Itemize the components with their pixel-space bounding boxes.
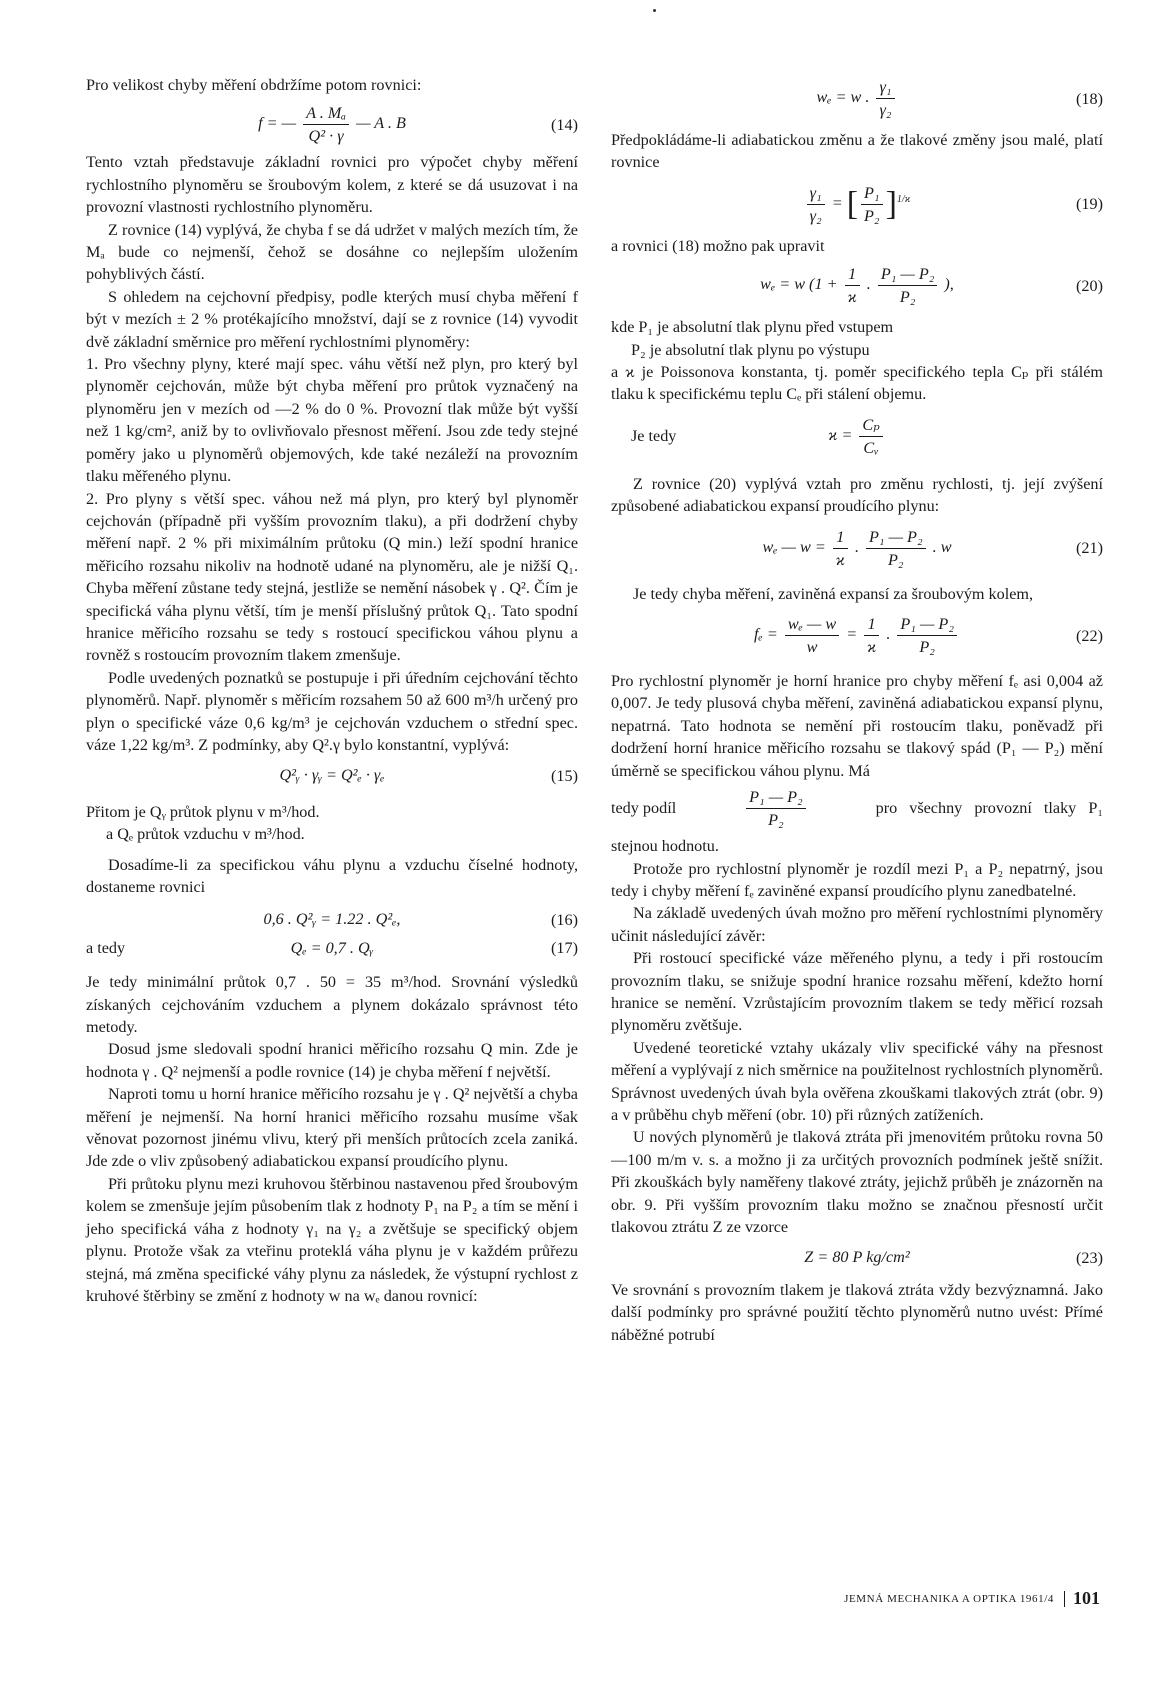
page-footer	[760, 1588, 1100, 1609]
fraction: $\frac{1}{ϰ}$	[864, 613, 879, 658]
equation-number: (16)	[551, 910, 578, 929]
left-column	[86, 0, 578, 1307]
paragraph: Z rovnice (20) vyplývá vztah pro změnu rychlosti, tj. její zvýšení způsobené adiabatickou expansí proudícího plynu:	[611, 474, 1103, 516]
equation-number: (21)	[1076, 538, 1103, 557]
equation-number: (23)	[1076, 1248, 1103, 1267]
paragraph: Je tedy chyba měření, zaviněná expansí za šroubovým kolem,	[633, 584, 1034, 603]
paragraph: P₂ je absolutní tlak plynu po výstupu	[631, 340, 870, 359]
inline-ratio-line: tedy podíl $\frac{\text{P₁ — P₂}}{\text{P₂}}$ pro všechny provozní tlaky P₁	[611, 788, 1103, 830]
paragraph: Z rovnice (14) vyplývá, že chyba f se dá udržet v malých mezích tím, že Mₐ bude co nejmenší, čehož se dosáhne co nejlepším uložením pohyblivých částí.	[86, 220, 578, 284]
fraction: $\frac{\text{Cₚ}}{\text{Cᵥ}}$	[859, 414, 882, 459]
paragraph: a rovnici (18) možno pak upravit	[611, 236, 825, 255]
fraction: $\frac{\text{A . Mₐ}}{\text{Q² · γ}}$	[303, 102, 349, 147]
paragraph: Podle uvedených poznatků se postupuje i při úředním cejchování těchto plynoměrů. Např. plynoměr s měřicím rozsahem 50 až 600 m³/h určený pro plyn o specifické váze 0,6 kg/m³ je cejchován vzduchem o střední spec. váze 1,22 kg/m³. Z podmínky, aby Q².γ bylo konstantní, vyplývá:	[86, 668, 578, 754]
paragraph: 2. Pro plyny s větší spec. váhou než má plyn, pro který byl plynoměr cejchován (případně při vyšším provozním tlaku), a při dodržení chyby měření např. 2 % při miximálním průtoku (Q min.) leží spodní hranice měřicího rozsahu nikoliv na hodnotě udané na plynoměru, ale je nižší Q₁. Chyba měření zůstane tedy stejná, jestliže se nemění násobek γ . Q². Čím je specifická váha plynu větší, tím je menší příslušný průtok Q₁. Tato spodní hranice měřicího rozsahu se tedy s rostoucí specifickou váhou plynu a rovněž s rostoucím provozním tlakem zmenšuje.	[86, 489, 578, 665]
equation-number: (17)	[551, 938, 578, 957]
equation-15: Q²ᵧ · γᵧ = Q²ₑ · γₑ (15)	[86, 764, 578, 786]
paragraph: Je tedy minimální průtok 0,7 . 50 = 35 m³/hod. Srovnání výsledků získaných cejchováním vzduchem a plynem dokázalo správnost této metody.	[86, 973, 578, 1037]
paragraph: 1. Pro všechny plyny, které mají spec. váhu větší než plyn, pro který byl plynoměr cejchován, může být chyba měření pro průtok vyznačený na plynoměru jen v mezích od —2 % do 0 %. Provozní tlak může být vyšší než 1 kg/cm², aniž by to ovlivňovalo přesnost měření. Jsou zde tedy stejné poměry jako u plynoměrů objemových, kde také nezáleží na provozním tlaku měřeného plynu.	[86, 355, 578, 486]
fraction: $\frac{\text{γ₁}}{\text{γ₂}}$	[876, 76, 894, 121]
equation-number: (22)	[1076, 626, 1103, 645]
equation-number: (19)	[1076, 195, 1103, 214]
equation-19: $\frac{\text{γ₁}}{\text{γ₂}}$ = [ $\frac{\text{P₁}}{\text{P₂}}$ ]$^{1/ϰ}$ (19)	[611, 182, 1103, 227]
paragraph: Pro rychlostní plynoměr je horní hranice pro chyby měření fₑ asi 0,004 až 0,007. Je tedy plusová chyba měření, zaviněná adiabatickou expansí plynu, nepatrná. Tato hodnota se nemění při rostoucím tlaku, poněvadž při dodržení horní hranice měřicího rozsahu se tlakový spád (P₁ — P₂) mění úměrně se specifickou váhou plynu. Má	[611, 672, 1103, 780]
paragraph: Dosud jsme sledovali spodní hranici měřicího rozsahu Q min. Zde je hodnota γ . Q² nejmenší a podle rovnice (14) je chyba měření f největší.	[86, 1040, 578, 1081]
equation-18: wₑ = w . $\frac{\text{γ₁}}{\text{γ₂}}$ (18)	[816, 78, 1103, 119]
equation-17: a tedy Qₑ = 0,7 . Qᵧ (17)	[86, 937, 578, 959]
paragraph: Ve srovnání s provozním tlakem je tlaková ztráta vždy bezvýznamná. Jako další podmínky pro správné použití těchto plynoměrů nutno uvést: Přímé náběžné potrubí	[611, 1280, 1103, 1344]
paragraph: stejnou hodnotu.	[611, 837, 719, 856]
fraction: $\frac{\text{wₑ — w}}{w}$	[785, 613, 839, 658]
right-column	[611, 0, 1103, 1346]
equation-kappa: Je tedy ϰ = $\frac{\text{Cₚ}}{\text{Cᵥ}}$	[611, 414, 1103, 459]
fraction: $\frac{\text{P₁ — P₂}}{\text{P₂}}$	[746, 786, 806, 831]
paragraph: Při průtoku plynu mezi kruhovou štěrbinou nastavenou před šroubovým kolem se zmenšuje jejím působením tlak z hodnoty P₁ na P₂ a tím se mění i jeho specifická váha z hodnoty γ₁ na γ₂ a zvětšuje se specifický objem plynu. Protože však za vteřinu proteklá váha plynu je v každém průřezu stejná, má změna specifické váhy plynu za následek, že výstupní rychlost z kruhové štěrbiny se změní z hodnoty w na wₑ danou rovnicí:	[86, 1174, 578, 1305]
paragraph: Předpokládáme-li adiabatickou změnu a že tlakové změny jsou malé, platí rovnice	[611, 131, 1103, 172]
equation-number: (15)	[551, 766, 578, 785]
paragraph: Protože pro rychlostní plynoměr je rozdíl mezi P₁ a P₂ nepatrný, jsou tedy i chyby měření fₑ zaviněné expansí proudícího plynu zanedbatelné.	[611, 859, 1103, 900]
equation-23: Z = 80 P kg/cm² (23)	[611, 1246, 1103, 1268]
equation-number: (14)	[551, 115, 578, 134]
fraction: $\frac{1}{ϰ}$	[833, 526, 848, 571]
equation-number: (20)	[1076, 276, 1103, 295]
paragraph: Uvedené teoretické vztahy ukázaly vliv specifické váhy na přesnost měření a vyplývají z nich směrnice na použitelnost rychlostních plynoměrů. Správnost uvedených úvah byla ověřena zkouškami tlakových ztrát (obr. 9) a v průběhu chyb měření (obr. 10) při různých zatíženích.	[611, 1038, 1103, 1124]
paragraph: Na základě uvedených úvah možno pro měření rychlostními plynoměry učinit následující závěr:	[611, 904, 1103, 945]
paragraph: U nových plynoměrů je tlaková ztráta při jmenovitém průtoku rovna 50—100 m/m v. s. a možno ji za určitých provozních podmínek ještě snížit. Při zkouškách byly naměřeny tlakové ztráty, jejichž průběh je znázorněn na obr. 9. Při vyšším provozním tlaku možno se značnou přesností určit tlakovou ztrátu Z ze vzorce	[611, 1128, 1103, 1236]
paragraph: a ϰ je Poissonova konstanta, tj. poměr specifického tepla Cₚ při stálém tlaku k specifickému teplu Cₑ při stálení objemu.	[611, 363, 1103, 404]
paragraph: a Qₑ průtok vzduchu v m³/hod.	[106, 825, 305, 844]
equation-22: fₑ = $\frac{\text{wₑ — w}}{w}$ = $\frac{1}{ϰ}$ . $\frac{\text{P₁ — P₂}}{\text{P₂}}$ (22)	[754, 615, 1103, 657]
equation-16: 0,6 . Q²ᵧ = 1.22 . Q²ₑ, (16)	[86, 908, 578, 930]
paragraph: S ohledem na cejchovní předpisy, podle kterých musí chyba měření f být v mezích ± 2 % protékajícího množství, dají se z rovnice (14) vyvodit dvě základní směrnice pro měření rychlostními plynoměry:	[86, 287, 578, 351]
fraction: $\frac{\text{P₁}}{\text{P₂}}$	[861, 182, 883, 227]
page-number: 101	[1073, 1588, 1100, 1608]
fraction: $\frac{\text{P₁ — P₂}}{\text{P₂}}$	[866, 526, 926, 571]
paragraph: Tento vztah představuje základní rovnici pro výpočet chyby měření rychlostního plynoměru se šroubovým kolem, z které se dá usuzovat i na provozní vlastnosti rychlostního plynoměru.	[86, 153, 578, 217]
equation-21: wₑ — w = $\frac{1}{ϰ}$ . $\frac{\text{P₁ — P₂}}{\text{P₂}}$ . w (21)	[762, 527, 1103, 569]
equation-20: wₑ = w (1 + $\frac{1}{ϰ}$ . $\frac{\text{P₁ — P₂}}{\text{P₂}}$ ), (20)	[760, 265, 1103, 307]
fraction: $\frac{1}{ϰ}$	[845, 263, 860, 308]
fraction: $\frac{\text{P₁ — P₂}}{\text{P₂}}$	[897, 613, 957, 658]
paragraph: Naproti tomu u horní hranice měřicího rozsahu je γ . Q² největší a chyba měření je nejmenší. Na horní hranici měřicího rozsahu musíme však věnovat pozornost jinému vlivu, který při menších průtocích zcela zaniká. Jde zde o vliv způsobený adiabatickou expansí proudícího plynu.	[86, 1085, 578, 1171]
left-bracket: [	[846, 185, 859, 223]
paragraph: kde P₁ je absolutní tlak plynu před vstupem	[611, 318, 894, 337]
equation-number: (18)	[1076, 89, 1103, 108]
paragraph: Přitom je Qᵧ průtok plynu v m³/hod.	[86, 802, 320, 821]
paragraph: Pro velikost chyby měření obdržíme potom rovnici:	[86, 76, 422, 94]
journal-name: JEMNÁ MECHANIKA A OPTIKA 1961/4	[844, 1592, 1054, 1605]
paragraph: Dosadíme-li za specifickou váhu plynu a vzduchu číselné hodnoty, dostaneme rovnici	[86, 855, 578, 896]
fraction: $\frac{\text{γ₁}}{\text{γ₂}}$	[807, 182, 825, 227]
paragraph: Při rostoucí specifické váze měřeného plynu, a tedy i při rostoucím provozním tlaku, se snižuje spodní hranice rozsahu měření, kdežto horní hranice se nemění. Vzrůstajícím provozním tlakem se tedy měřicí rozsah plynoměru zvětšuje.	[611, 949, 1103, 1035]
footer-divider	[1064, 1591, 1065, 1607]
fraction: $\frac{\text{P₁ — P₂}}{\text{P₂}}$	[878, 263, 938, 308]
right-bracket: ]	[885, 185, 897, 223]
equation-14: f = — $\frac{\text{A . Mₐ}}{\text{Q² · γ}}$ — A . B (14)	[258, 104, 578, 146]
